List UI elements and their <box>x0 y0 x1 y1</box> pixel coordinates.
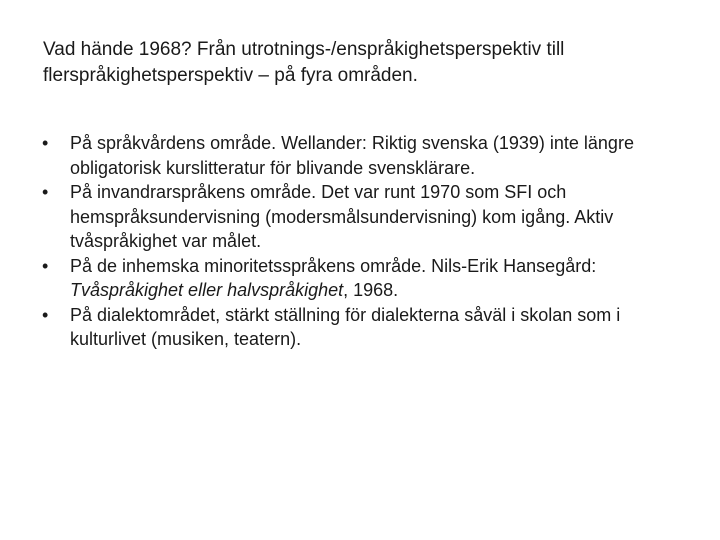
slide-title-line-1: Vad hände 1968? Från utrotnings-/enspråkighetsperspektiv till <box>43 39 565 60</box>
bullet-item-immigrant-languages <box>40 180 700 254</box>
bullet-icon: • <box>42 255 49 276</box>
slide-title-line-2: flerspråkighetsperspektiv – på fyra områden. <box>43 65 418 86</box>
bullet-item-language-care <box>40 131 700 180</box>
bullet-text-part: På de inhemska minoritetsspråkens område. Nils-Erik Hansegård: <box>70 255 597 276</box>
bullet-text: På dialektområdet, stärkt ställning för dialekterna såväl i skolan som i kulturlivet (musiken, teatern). <box>70 304 621 349</box>
slide-title <box>43 37 693 89</box>
bullet-text: På invandrarspråkens område. Det var runt 1970 som SFI och hemspråksundervisning (modersmålsundervisning) kom igång. Aktiv tvåspråkighet var målet. <box>70 182 614 251</box>
bullet-icon: • <box>42 133 49 153</box>
bullet-text-part: , 1968. <box>343 280 399 300</box>
bullet-text <box>70 256 596 301</box>
bullet-icon: • <box>42 304 49 325</box>
bullet-list <box>40 131 700 352</box>
bullet-icon: • <box>42 182 49 202</box>
book-title: Tvåspråkighet eller halvspråkighet <box>70 280 344 300</box>
bullet-item-dialects <box>40 303 700 352</box>
bullet-item-minority-languages <box>40 254 700 303</box>
bullet-text: På språkvårdens område. Wellander: Riktig svenska (1939) inte längre obligatorisk kurslitteratur för blivande svensklärare. <box>70 133 634 178</box>
